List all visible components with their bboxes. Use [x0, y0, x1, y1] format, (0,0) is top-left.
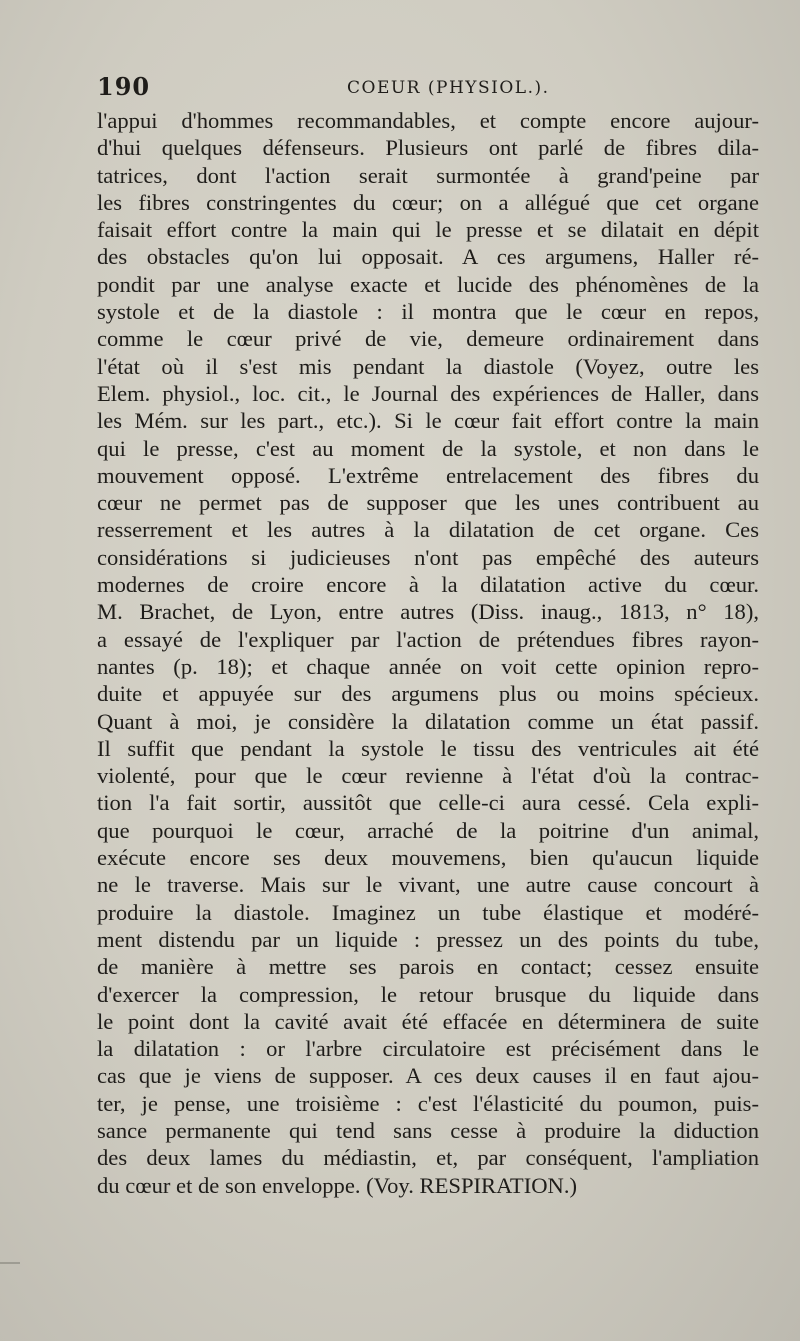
text-line: pondit par une analyse exacte et lucide des phénomènes de la — [97, 271, 759, 297]
text-line: les Mém. sur les part., etc.). Si le cœur fait effort contre la main — [97, 408, 759, 434]
text-line: d'exercer la compression, le retour brusque du liquide dans — [97, 981, 759, 1007]
text-line: ment distendu par un liquide : pressez un des points du tube, — [97, 926, 759, 952]
page-number: 190 — [97, 72, 151, 101]
text-line: a essayé de l'expliquer par l'action de prétendues fibres rayon- — [97, 626, 759, 652]
text-line: produire la diastole. Imaginez un tube élastique et modéré- — [97, 899, 759, 925]
text-line: faisait effort contre la main qui le presse et se dilatait en dépit — [97, 217, 759, 243]
text-line: l'appui d'hommes recommandables, et compte encore aujour- — [97, 108, 759, 133]
text-line: qui le presse, c'est au moment de la systole, et non dans le — [97, 435, 759, 461]
text-line: des deux lames du médiastin, et, par conséquent, l'ampliation — [97, 1145, 759, 1171]
text-line: des obstacles qu'on lui opposait. A ces argumens, Haller ré- — [97, 244, 759, 270]
text-line: tatrices, dont l'action serait surmontée à grand'peine par — [97, 162, 759, 188]
text-line: comme le cœur privé de vie, demeure ordinairement dans — [97, 326, 759, 352]
text-line: violenté, pour que le cœur revienne à l'état d'où la contrac- — [97, 763, 759, 789]
text-line: systole et de la diastole : il montra que le cœur en repos, — [97, 299, 759, 325]
text-line: ne le traverse. Mais sur le vivant, une autre cause concourt à — [97, 872, 759, 898]
running-title: COEUR (PHYSIOL.). — [347, 78, 550, 98]
text-line: cas que je viens de supposer. A ces deux causes il en faut ajou- — [97, 1063, 759, 1089]
text-line: duite et appuyée sur des argumens plus ou moins spécieux. — [97, 681, 759, 707]
text-line: tion l'a fait sortir, aussitôt que celle-ci aura cessé. Cela expli- — [97, 790, 759, 816]
text-line: sance permanente qui tend sans cesse à produire la diduction — [97, 1117, 759, 1143]
text-line: de manière à mettre ses parois en contact; cessez ensuite — [97, 954, 759, 980]
page-header — [97, 72, 759, 104]
text-line: Elem. physiol., loc. cit., le Journal des expériences de Haller, dans — [97, 380, 759, 406]
text-line: que pourquoi le cœur, arraché de la poitrine d'un animal, — [97, 817, 759, 843]
text-line: Il suffit que pendant la systole le tissu des ventricules ait été — [97, 735, 759, 761]
text-line: les fibres constringentes du cœur; on a allégué que cet organe — [97, 189, 759, 215]
text-line: considérations si judicieuses n'ont pas empêché des auteurs — [97, 544, 759, 570]
text-line: ter, je pense, une troisième : c'est l'élasticité du poumon, puis- — [97, 1090, 759, 1116]
text-line: la dilatation : or l'arbre circulatoire est précisément dans le — [97, 1036, 759, 1062]
text-line: exécute encore ses deux mouvemens, bien qu'aucun liquide — [97, 845, 759, 871]
text-line: d'hui quelques défenseurs. Plusieurs ont parlé de fibres dila- — [97, 135, 759, 161]
text-line: M. Brachet, de Lyon, entre autres (Diss. inaug., 1813, n° 18), — [97, 599, 759, 625]
text-line: cœur ne permet pas de supposer que les unes contribuent au — [97, 490, 759, 516]
text-line: mouvement opposé. L'extrême entrelacement des fibres du — [97, 462, 759, 488]
body-text — [97, 107, 759, 1199]
text-line: resserrement et les autres à la dilatation de cet organe. Ces — [97, 517, 759, 543]
text-line: nantes (p. 18); et chaque année on voit cette opinion repro- — [97, 653, 759, 679]
text-line: le point dont la cavité avait été effacée en déterminera de suite — [97, 1008, 759, 1034]
text-line: l'état où il s'est mis pendant la diastole (Voyez, outre les — [97, 353, 759, 379]
text-line: du cœur et de son enveloppe. (Voy. RESPIRATION.) — [97, 1172, 578, 1198]
text-line: modernes de croire encore à la dilatation active du cœur. — [97, 572, 759, 598]
text-line: Quant à moi, je considère la dilatation comme un état passif. — [97, 708, 759, 734]
scan-mark — [0, 1262, 20, 1264]
